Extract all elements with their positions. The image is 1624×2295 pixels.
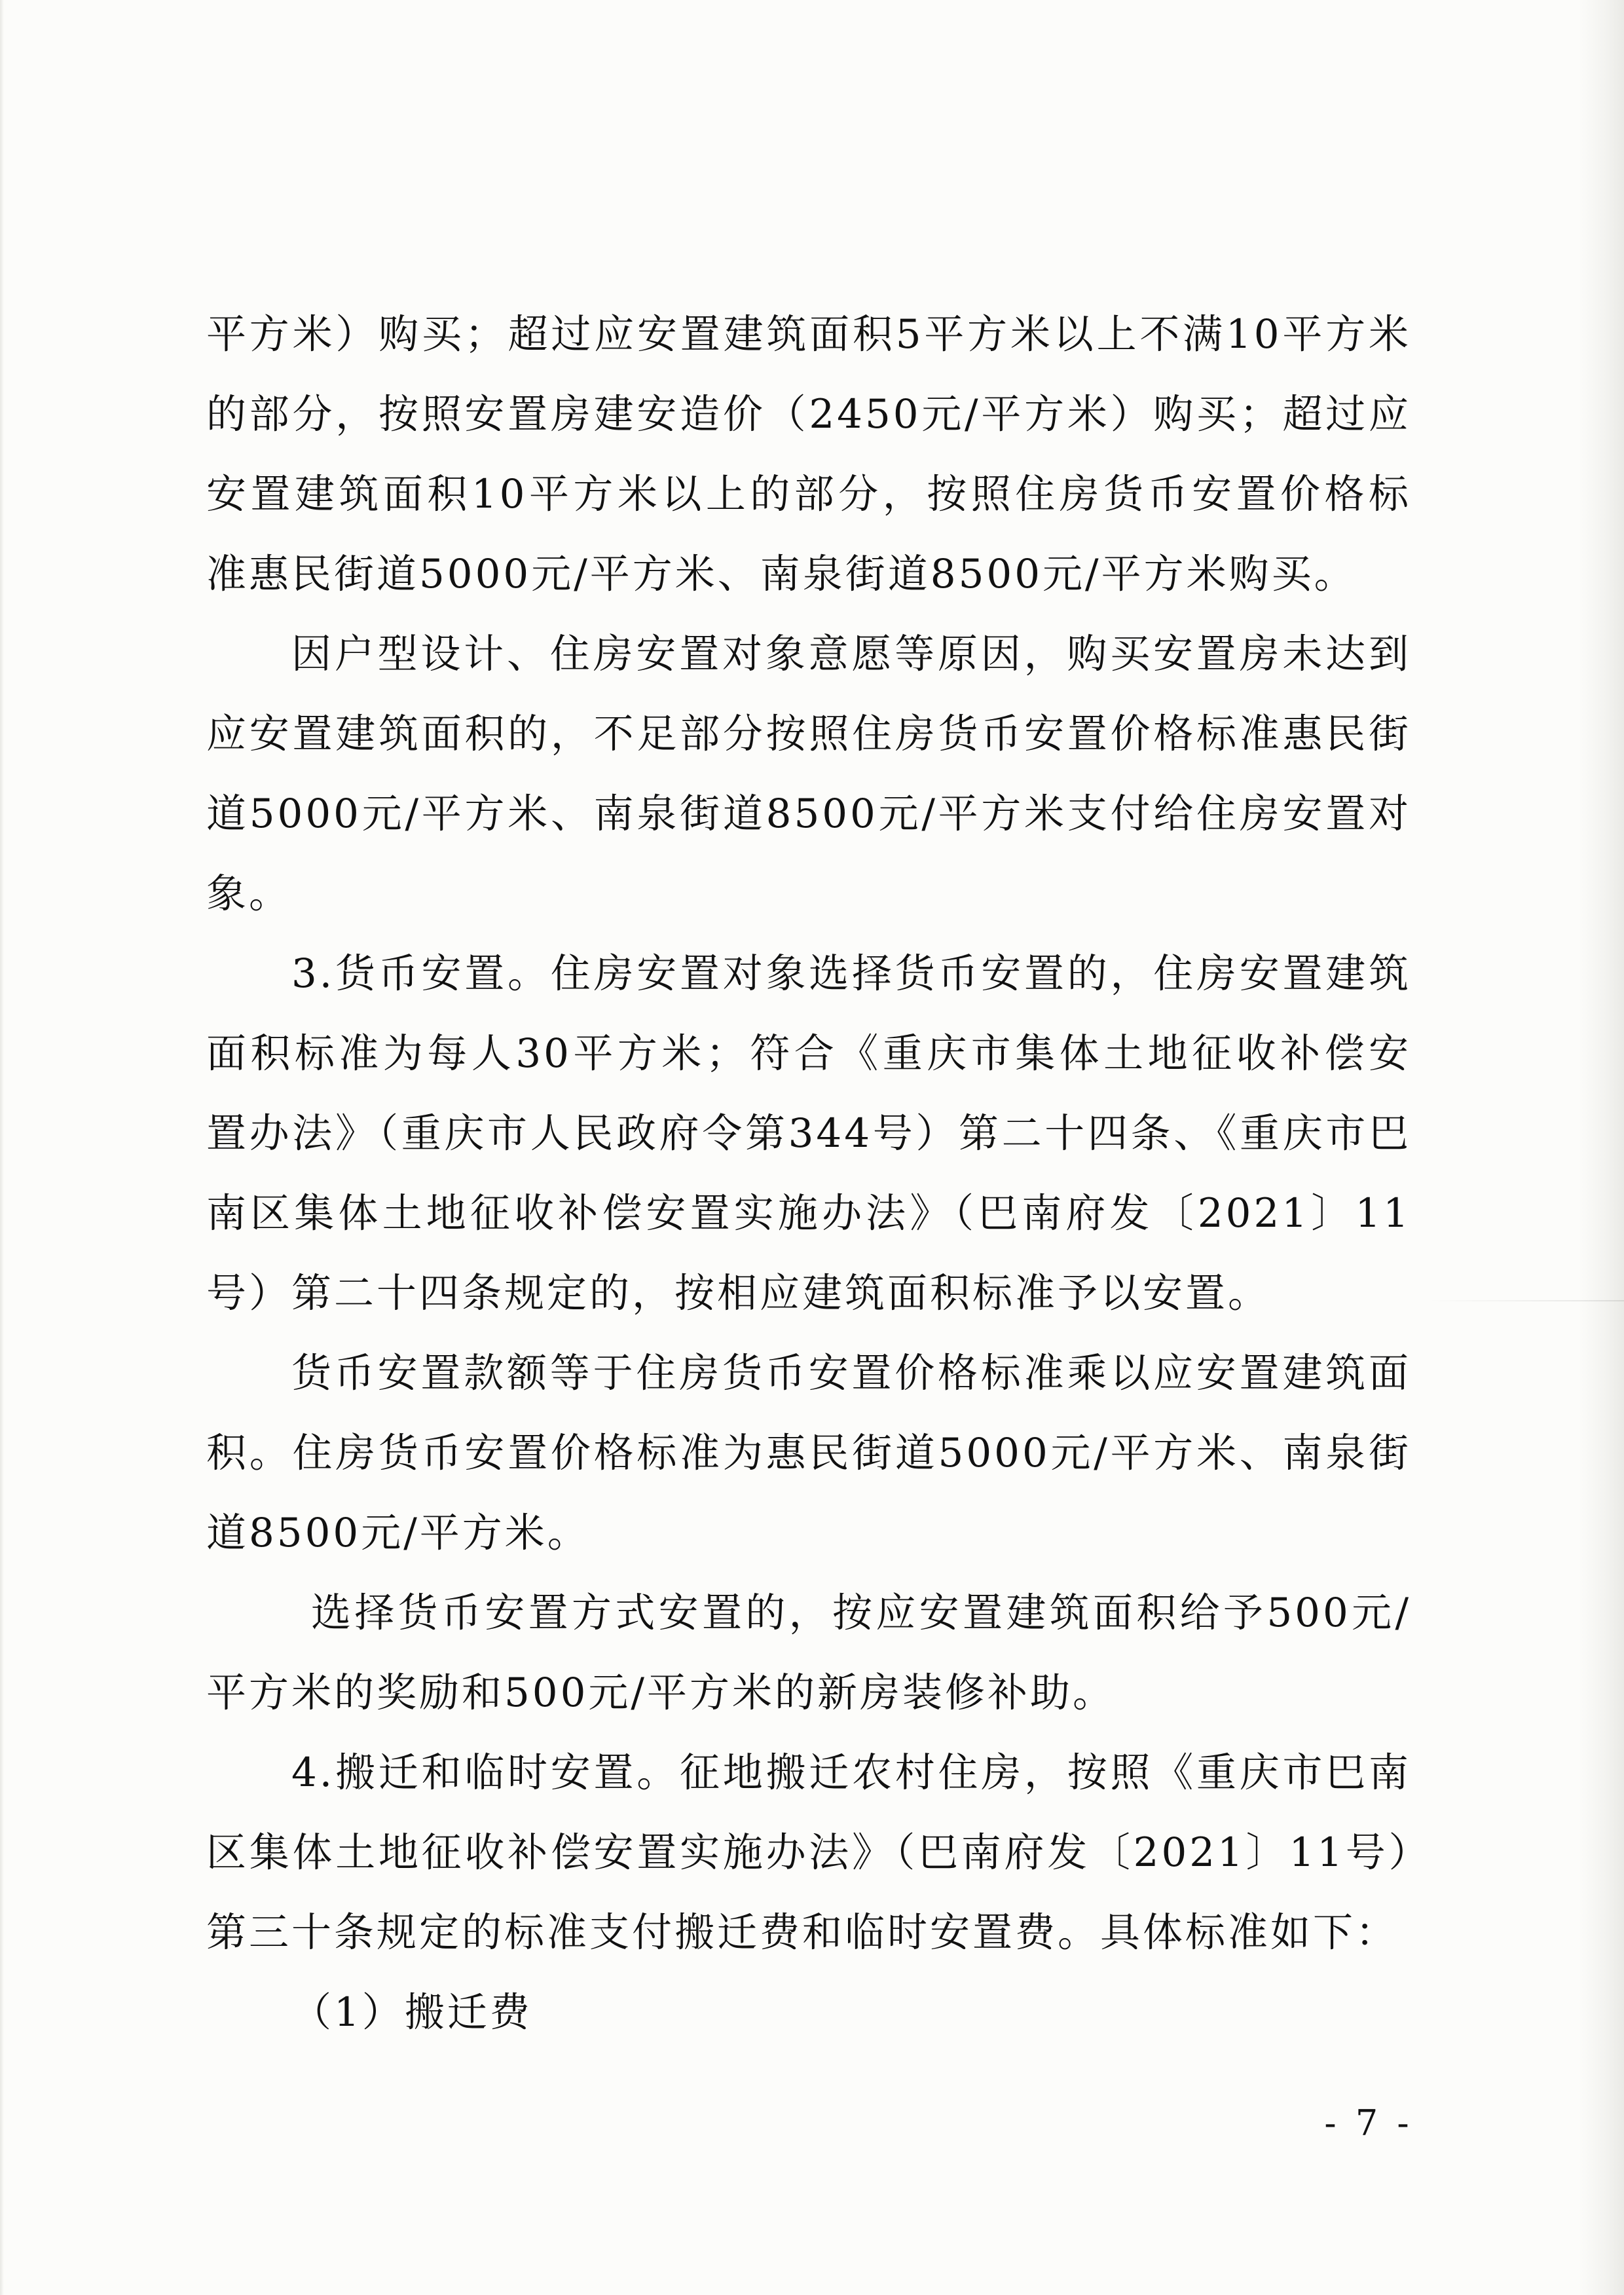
- paragraph-relocation-temporary: 4.搬迁和临时安置。征地搬迁农村住房，按照《重庆市巴南区集体土地征收补偿安置实施办法》（巴南府发〔2021〕11号）第三十条规定的标准支付搬迁费和临时安置费。具体标准如下：: [206, 1749, 1411, 1956]
- paragraph-reward-subsidy: 选择货币安置方式安置的，按应安置建筑面积给予500元/平方米的奖励和500元/平方米的新房装修补助。: [206, 1590, 1411, 1716]
- document-body: [206, 295, 1411, 2053]
- paper-fold-mark: [1428, 1300, 1624, 1301]
- paragraph-monetary-amount: 货币安置款额等于住房货币安置价格标准乘以应安置建筑面积。住房货币安置价格标准为惠民街道5000元/平方米、南泉街道8500元/平方米。: [206, 1350, 1411, 1556]
- paragraph-monetary-resettlement: 3.货币安置。住房安置对象选择货币安置的，住房安置建筑面积标准为每人30平方米；符合《重庆市集体土地征收补偿安置办法》（重庆市人民政府令第344号）第二十四条、《重庆市巴南区集体土地征收补偿安置实施办法》（巴南府发〔2021〕11号）第二十四条规定的，按相应建筑面积标准予以安置。: [206, 950, 1411, 1316]
- paragraph-purchase-overage: 平方米）购买；超过应安置建筑面积5平方米以上不满10平方米的部分，按照安置房建安造价（2450元/平方米）购买；超过应安置建筑面积10平方米以上的部分，按照住房货币安置价格标准惠民街道5000元/平方米、南泉街道8500元/平方米购买。: [206, 311, 1411, 597]
- scan-edge-right: [1578, 0, 1624, 2295]
- paragraph-shortfall-payment: 因户型设计、住房安置对象意愿等原因，购买安置房未达到应安置建筑面积的，不足部分按照住房货币安置价格标准惠民街道5000元/平方米、南泉街道8500元/平方米支付给住房安置对象。: [206, 631, 1411, 917]
- scan-edge-left: [0, 0, 4, 2295]
- page-number: - 7 -: [1324, 2102, 1413, 2144]
- subheading-relocation-fee: （1）搬迁费: [291, 1989, 532, 2036]
